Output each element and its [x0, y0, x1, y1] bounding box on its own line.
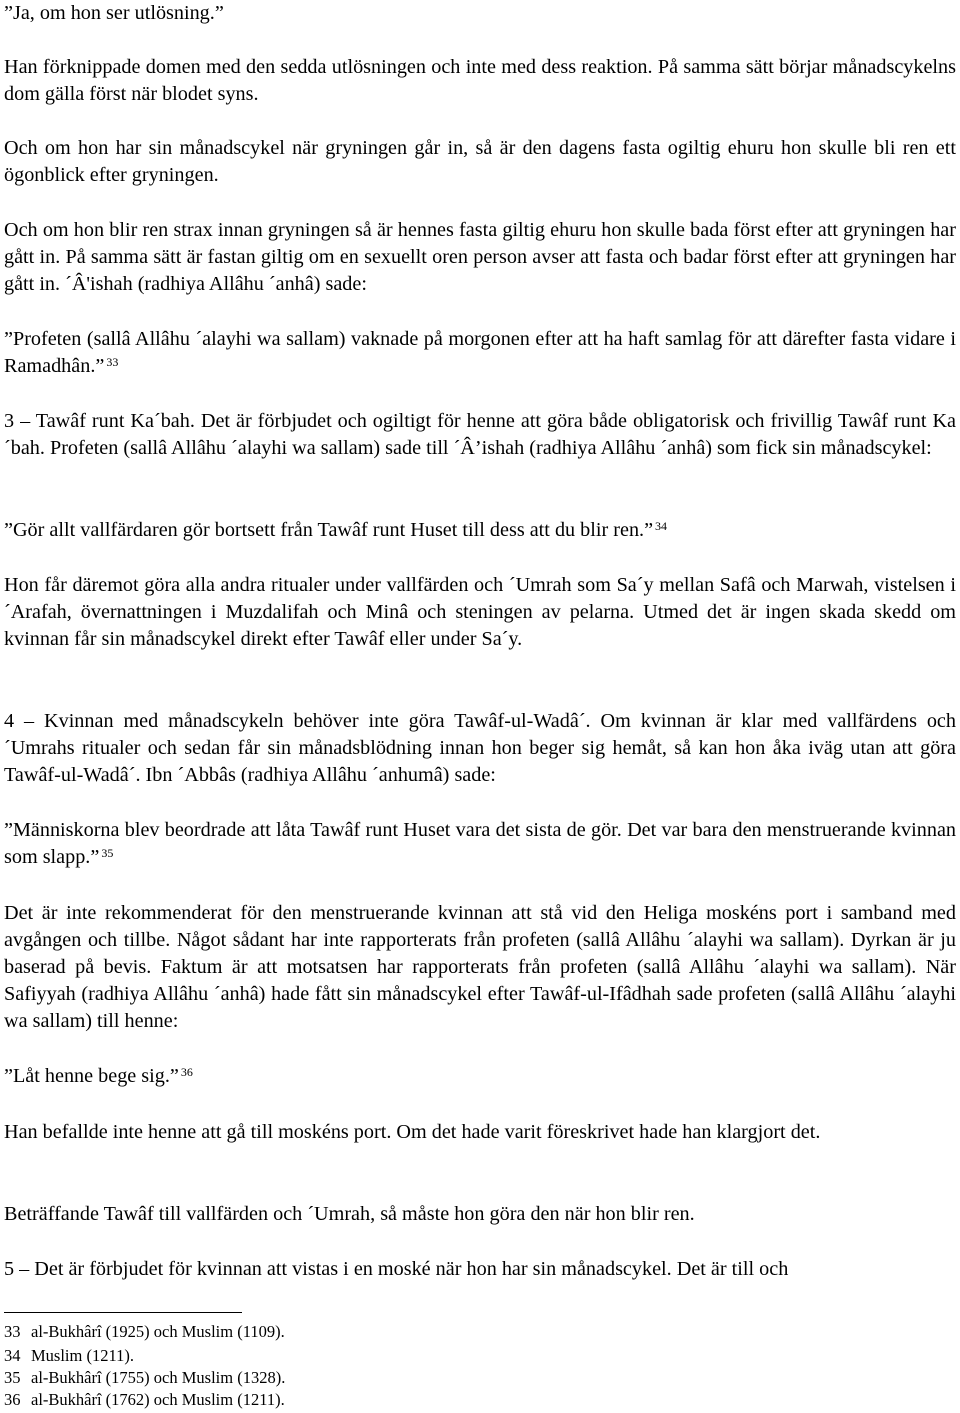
paragraph-tawaf [4, 408, 956, 462]
footnote-text: al-Bukhârî (1762) och Muslim (1211). [31, 1390, 285, 1409]
footnote-ref-35[interactable]: 35 [101, 846, 114, 860]
footnote-text: al-Bukhârî (1755) och Muslim (1328). [31, 1368, 286, 1387]
paragraph-text: ”Ja, om hon ser utlösning.” [4, 2, 224, 24]
quote-33 [4, 326, 956, 380]
quote-text: ”Låt henne bege sig.” [4, 1065, 179, 1087]
quote-text: ”Profeten (sallâ Allâhu ´alayhi wa sallam) vaknade på morgonen efter att ha haft samlag för att därefter fasta vidare i Ramadhân.” [4, 328, 956, 377]
footnote-ref-36[interactable]: 36 [180, 1065, 193, 1079]
paragraph-mosque [4, 1256, 956, 1283]
paragraph-text: Hon får däremot göra alla andra ritualer under vallfärden och ´Umrah som Sa´y mellan Safâ och Marwah, vistelsen i ´Arafah, övernattningen i Muzdalifah och Minâ och steningen av pelarna. Utmed det är ingen skada skedd om kvinnan får sin månadscykel direkt efter Tawâf eller under Sa´y. [4, 574, 956, 650]
paragraph-umrah [4, 1201, 956, 1228]
paragraph-text: Han förknippade domen med den sedda utlösningen och inte med dess reaktion. På samma sätt börjar månadscykelns dom gälla först när blodet syns. [4, 56, 956, 105]
paragraph-2 [4, 54, 956, 108]
paragraph-rituals [4, 572, 956, 653]
footnote-number: 35 [4, 1368, 21, 1387]
quote-text: ”Människorna blev beordrade att låta Tawâf runt Huset vara det sista de gör. Det var bara den menstruerande kvinnan som slapp.” [4, 819, 956, 868]
paragraph-text: Beträffande Tawâf till vallfärden och ´Umrah, så måste hon göra den när hon blir ren. [4, 1203, 695, 1225]
footnote-number: 36 [4, 1390, 21, 1409]
paragraph-text: Det är inte rekommenderat för den menstruerande kvinnan att stå vid den Heliga moskéns port i samband med avgången och tillbe. Något sådant har inte rapporterats från profeten (sallâ Allâhu ´alayhi wa sallam). Dyrkan är ju baserad på bevis. Faktum är att motsatsen har rapporterats från profeten (sallâ Allâhu ´alayhi wa sallam). När Safiyyah (radhiya Allâhu ´anhâ) hade fått sin månadscykel efter Tawâf-ul-Ifâdhah sade profeten (sallâ Allâhu ´alayhi wa sallam) till henne: [4, 902, 956, 1032]
footnote-34 [4, 1346, 134, 1366]
footnote-number: 33 [4, 1322, 21, 1341]
footnote-divider [4, 1312, 242, 1313]
paragraph-3 [4, 135, 956, 189]
footnote-ref-34[interactable]: 34 [655, 519, 668, 533]
paragraph-4 [4, 217, 956, 298]
paragraph-text: 5 – Det är förbjudet för kvinnan att vistas i en moské när hon har sin månadscykel. Det är till och [4, 1258, 789, 1280]
paragraph-text: 3 – Tawâf runt Ka´bah. Det är förbjudet och ogiltigt för henne att göra både obligatorisk och frivillig Tawâf runt Ka´bah. Profeten (sallâ Allâhu ´alayhi wa sallam) sade till ´Â’ishah (radhiya Allâhu ´anhâ) som fick sin månadscykel: [4, 410, 956, 459]
footnote-33 [4, 1322, 285, 1342]
footnote-text: Muslim (1211). [31, 1346, 134, 1365]
quote-35 [4, 817, 956, 871]
paragraph-text: Och om hon har sin månadscykel när gryningen går in, så är den dagens fasta ogiltig ehuru hon skulle bli ren ett ögonblick efter gryningen. [4, 137, 956, 186]
footnote-number: 34 [4, 1346, 21, 1365]
paragraph-mosque-gate [4, 900, 956, 1035]
quote-text: ”Gör allt vallfärdaren gör bortsett från Tawâf runt Huset till dess att du blir ren.” [4, 519, 654, 541]
paragraph-text: Han befallde inte henne att gå till moskéns port. Om det hade varit föreskrivet hade han klargjort det. [4, 1121, 821, 1143]
paragraph-text: Och om hon blir ren strax innan gryningen så är hennes fasta giltig ehuru hon skulle bada först efter att gryningen har gått in. På samma sätt är fastan giltig om en sexuellt oren person avser att fasta och badar först efter att gryningen har gått in. ´Â'ishah (radhiya Allâhu ´anhâ) sade: [4, 219, 956, 295]
quote-34 [4, 517, 956, 544]
footnote-text: al-Bukhârî (1925) och Muslim (1109). [31, 1322, 285, 1341]
footnote-ref-33[interactable]: 33 [106, 355, 119, 369]
footnote-36 [4, 1390, 285, 1410]
paragraph-text: 4 – Kvinnan med månadscykeln behöver inte göra Tawâf-ul-Wadâ´. Om kvinnan är klar med vallfärdens och ´Umrahs ritualer och sedan får sin månadsblödning innan hon beger sig hemåt, så kan hon åka iväg utan att göra Tawâf-ul-Wadâ´. Ibn ´Abbâs (radhiya Allâhu ´anhumâ) sade: [4, 710, 956, 786]
paragraph-1 [4, 0, 956, 27]
paragraph-wada [4, 708, 956, 789]
footnote-35 [4, 1368, 285, 1388]
quote-36 [4, 1063, 956, 1090]
paragraph-command [4, 1119, 956, 1146]
